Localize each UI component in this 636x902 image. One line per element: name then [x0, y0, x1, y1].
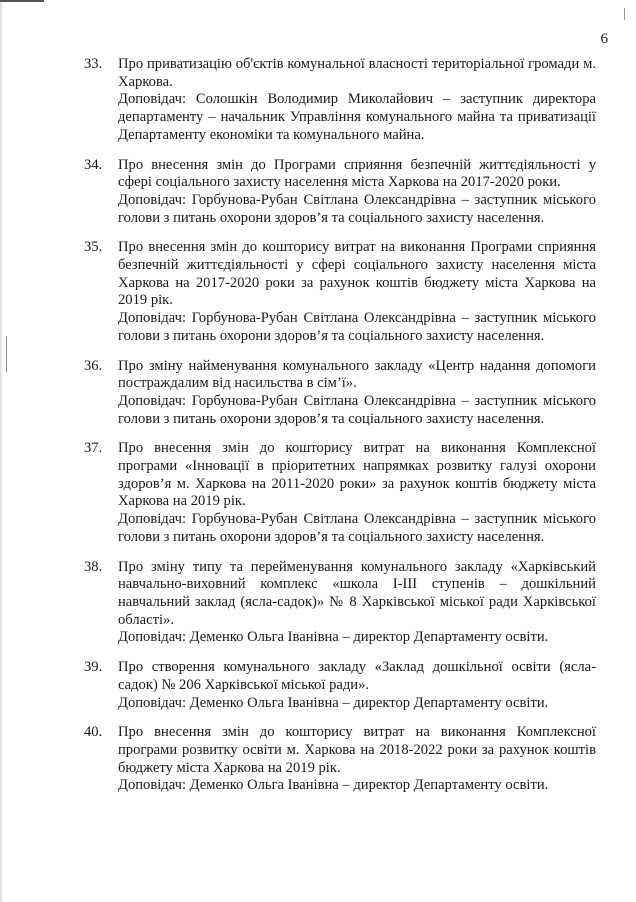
agenda-item-35 — [84, 239, 596, 345]
scan-tick — [624, 8, 625, 20]
agenda-item-39 — [84, 659, 596, 712]
agenda-item-36 — [84, 358, 596, 429]
item-speaker: Доповідач: Горбунова-Рубан Світлана Олександрівна – заступник міського голови з питань охорони здоров’я та соціального захисту населення. — [118, 191, 596, 226]
item-number: 35. — [84, 239, 103, 256]
item-title: Про внесення змін до кошторису витрат на виконання Комплексної програми «Інновації в пріоритетних напрямках розвитку галузі охорони здоров’я м. Харкова на 2011-2020 роки» за рахунок коштів бюджету міста Харкова на 2019 рік. — [118, 440, 596, 510]
item-number: 36. — [84, 357, 103, 374]
item-title: Про зміну типу та перейменування комунального закладу «Харківський навчально-виховний комплекс «школа І-ІІІ ступенів – дошкільний навчальний заклад (ясла-садок)» № 8 Харківської міської ради Харківської області». — [118, 558, 596, 628]
item-speaker: Доповідач: Горбунова-Рубан Світлана Олександрівна – заступник міського голови з питань охорони здоров’я та соціального захисту населення. — [118, 511, 596, 545]
item-number: 37. — [84, 440, 103, 457]
item-speaker: Доповідач: Солошкін Володимир Миколайович – заступник директора департаменту – начальник Управління комунального майна та приватизації Департаменту економіки та комунального майна. — [118, 91, 596, 143]
scan-left-edge — [0, 0, 3, 902]
item-number: 34. — [84, 156, 103, 173]
item-number: 40. — [84, 724, 103, 741]
item-title: Про створення комунального закладу «Заклад дошкільної освіти (ясла-садок) № 206 Харківської міської ради». — [118, 659, 596, 693]
item-number: 33. — [84, 56, 103, 72]
page-number: 6 — [600, 31, 608, 47]
item-number: 39. — [84, 659, 103, 676]
item-speaker: Доповідач: Горбунова-Рубан Світлана Олександрівна – заступник міського голови з питань охорони здоров’я та соціального захисту населення. — [118, 310, 596, 344]
scan-mark — [6, 336, 7, 372]
item-title: Про внесення змін до кошторису витрат на виконання Програми сприяння безпечній життєдіяльності у сфері соціального захисту населення міста Харкова на 2017-2020 роки за рахунок коштів бюджету міста Харкова на 2019 рік. — [118, 239, 596, 309]
agenda-item-33 — [84, 56, 596, 145]
item-speaker: Доповідач: Деменко Ольга Іванівна – директор Департаменту освіти. — [118, 694, 549, 711]
agenda-item-34 — [84, 157, 596, 228]
agenda-list — [84, 56, 596, 807]
item-speaker: Доповідач: Деменко Ольга Іванівна – директор Департаменту освіти. — [118, 629, 549, 646]
item-title: Про внесення змін до кошторису витрат на виконання Комплексної програми розвитку освіти м. Харкова на 2018-2022 роки за рахунок коштів бюджету міста Харкова на 2019 рік. — [118, 724, 596, 776]
scan-line-top — [0, 0, 44, 2]
item-title: Про зміну найменування комунального закладу «Центр надання допомоги постраждалим від насильства в сім’ї». — [118, 357, 596, 392]
item-speaker: Доповідач: Деменко Ольга Іванівна – директор Департаменту освіти. — [118, 777, 549, 794]
item-title: Про приватизацію об'єктів комунальної власності територіальної громади м. Харкова. — [118, 56, 596, 90]
item-number: 38. — [84, 558, 103, 575]
item-speaker: Доповідач: Горбунова-Рубан Світлана Олександрівна – заступник міського голови з питань охорони здоров’я та соціального захисту населення. — [118, 392, 596, 427]
agenda-item-40 — [84, 724, 596, 795]
agenda-item-37 — [84, 440, 596, 546]
agenda-item-38 — [84, 559, 596, 648]
item-title: Про внесення змін до Програми сприяння безпечній життєдіяльності у сфері соціального захисту населення міста Харкова на 2017-2020 роки. — [118, 156, 596, 191]
